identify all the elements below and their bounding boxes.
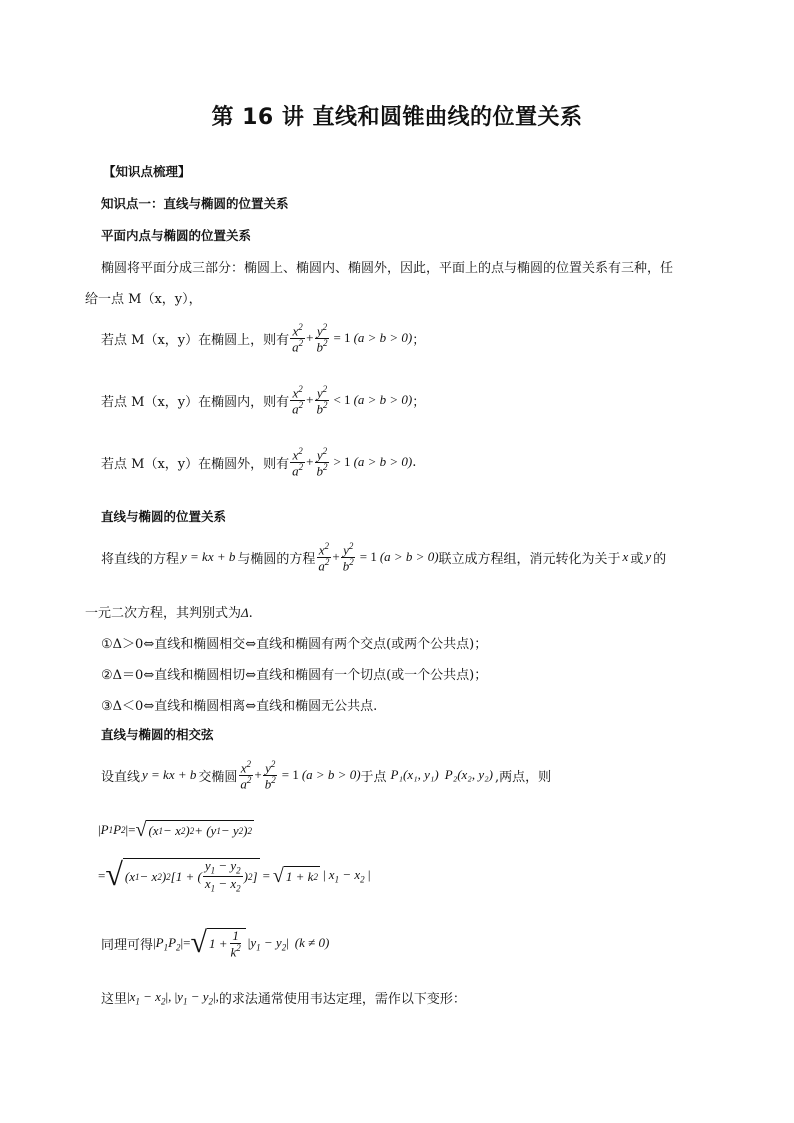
fraction-y2-b2: $\frac{y^2}{b^2}$ [316, 384, 328, 417]
relation: > 1 [333, 454, 351, 470]
line-equation: y = kx + b [181, 549, 236, 565]
fraction-y2-b2: $\frac{y^2}{b^2}$ [264, 759, 276, 792]
fraction-x2-a2: $\frac{x^2}{a^2}$ [240, 759, 252, 792]
paragraph-line-1: 椭圆将平面分成三部分：椭圆上、椭圆内、椭圆外，因此，平面上的点与椭圆的位置关系有三种，任 [101, 261, 674, 276]
discriminant-line: 一元二次方程，其判别式为Δ. [85, 605, 253, 621]
case-out-ellipse: 若点 M（x，y）在椭圆外，则有 $\frac{x^2}{a^2}$ + $\frac{y^2}{b^2}$ > 1 (a > b > 0) . [101, 446, 417, 479]
chord-length-formula-1: | P 1 P 2 |= √ (x 1 − x 2 ) 2 + (y 1 − y 2 ) 2 [98, 819, 252, 841]
section-header: 【知识点梳理】 [103, 164, 191, 179]
condition: (a > b > 0) [353, 330, 413, 346]
fraction-y2-b2: $\frac{y^2}{b^2}$ [342, 541, 354, 574]
subsection-point-ellipse: 平面内点与椭圆的位置关系 [101, 228, 252, 243]
case-text: 若点 M（x，y）在椭圆外，则有 [101, 456, 290, 472]
condition: (a > b > 0) [353, 454, 413, 470]
case-text: 若点 M（x，y）在椭圆上，则有 [101, 332, 290, 348]
bullet-tangent: ②Δ＝0⇔直线和椭圆相切⇔直线和椭圆有一个切点(或一个公共点)； [101, 668, 488, 683]
chord-length-formula-3: 同理可得 $|P_1P_2|=$ √ 1 + $\frac{1}{k^2}$ $|y_1 - y_2|$ (k ≠ 0) [101, 926, 330, 959]
relation: < 1 [333, 392, 351, 408]
condition: (a > b > 0) [353, 392, 413, 408]
fraction-x2-a2: $\frac{x^2}{a^2}$ [318, 541, 330, 574]
knowledge-point-1-title: 知识点一：直线与椭圆的位置关系 [101, 196, 289, 211]
case-text: 若点 M（x，y）在椭圆内，则有 [101, 394, 290, 410]
paragraph-line-2: 给一点 M（x，y）， [85, 292, 202, 307]
chord-length-formula-2: = √ (x 1 − x 2 ) 2 [1 + ( $\frac{y_1 - y_2}{x_1 - x_2}$ ) 2 ] = √ 1 + k 2 | $x_1 - x_2$ | [98, 856, 371, 894]
fraction-x2-a2: $\frac{x^2}{a^2}$ [292, 322, 304, 355]
fraction-x2-a2: $\frac{x^2}{a^2}$ [292, 446, 304, 479]
subsection-line-ellipse: 直线与椭圆的位置关系 [101, 509, 227, 524]
bullet-separate: ③Δ＜0⇔直线和椭圆相离⇔直线和椭圆无公共点. [101, 699, 378, 714]
point-p2: P₂(x₂, y₂) [444, 767, 493, 783]
subsection-chord: 直线与椭圆的相交弦 [101, 727, 214, 742]
line-ellipse-paragraph: 将直线的方程 y = kx + b 与椭圆的方程 $\frac{x^2}{a^2}$ + $\frac{y^2}{b^2}$ = 1 (a > b > 0) 联立成方程组，消元转化为关于 x 或 y 的 [101, 541, 667, 574]
fraction-x2-a2: $\frac{x^2}{a^2}$ [292, 384, 304, 417]
bullet-intersect: ①Δ＞0⇔直线和椭圆相交⇔直线和椭圆有两个交点(或两个公共点)； [101, 637, 488, 652]
relation: = 1 [333, 330, 351, 346]
point-p1: P₁(x₁, y₁) [390, 767, 439, 783]
case-in-ellipse: 若点 M（x，y）在椭圆内，则有 $\frac{x^2}{a^2}$ + $\frac{y^2}{b^2}$ < 1 (a > b > 0) ； [101, 384, 426, 417]
sqrt-symbol: √ (x 1 − x 2 ) 2 + (y 1 − y 2 ) 2 [135, 819, 252, 841]
fraction-y2-b2: $\frac{y^2}{b^2}$ [316, 322, 328, 355]
page-title: 第 16 讲 直线和圆锥曲线的位置关系 [211, 105, 583, 130]
k-condition: (k ≠ 0) [294, 935, 330, 951]
vieta-note: 这里 $|x_1 - x_2|$, $|y_1 - y_2|$, 的求法通常使用韦达定理，需作以下变形： [101, 988, 466, 1007]
fraction-y2-b2: $\frac{y^2}{b^2}$ [316, 446, 328, 479]
chord-paragraph: 设直线 y = kx + b 交椭圆 $\frac{x^2}{a^2}$ + $\frac{y^2}{b^2}$ = 1 (a > b > 0) 于点 P₁(x₁, y₁) P₂(x₂, y₂) ,两点，则 [101, 759, 552, 792]
case-on-ellipse: 若点 M（x，y）在椭圆上，则有 $\frac{x^2}{a^2}$ + $\frac{y^2}{b^2}$ = 1 (a > b > 0) ； [101, 322, 426, 355]
